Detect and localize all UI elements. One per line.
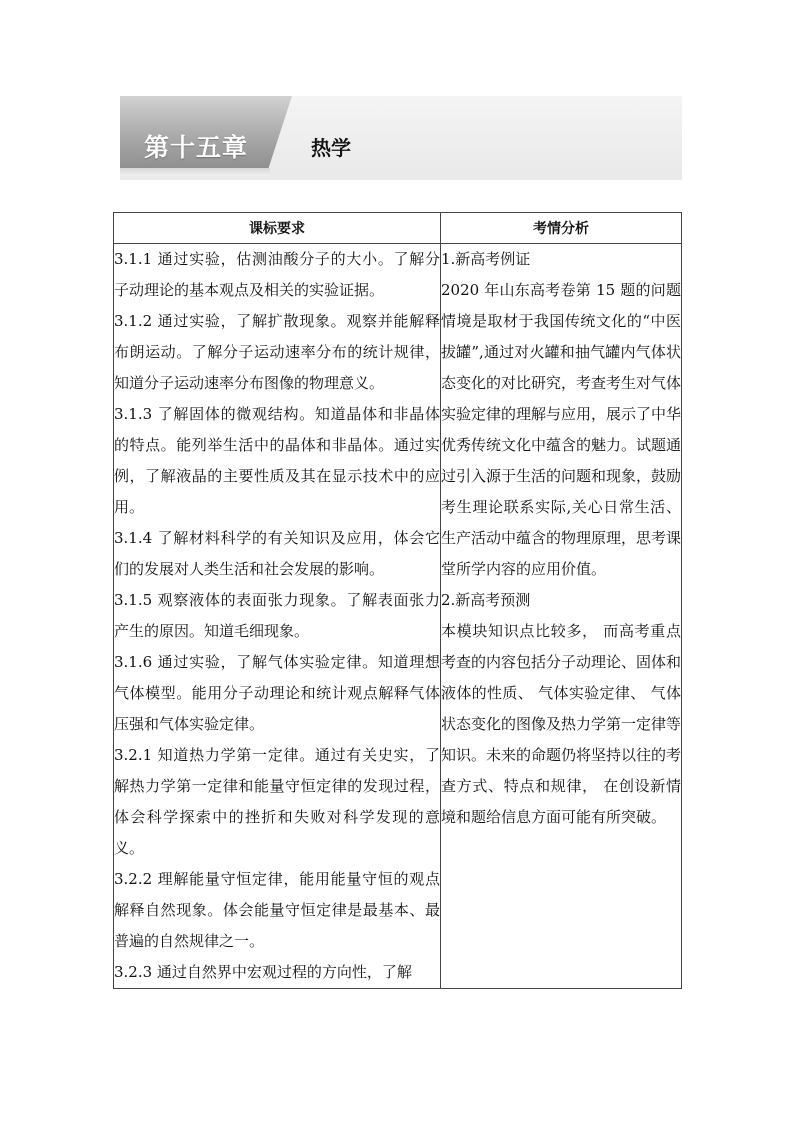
header-exam-analysis: 考情分析 bbox=[441, 213, 682, 244]
requirement-item: 3.1.4 了解材料科学的有关知识及应用，体会它们的发展对人类生活和社会发展的影响。 bbox=[114, 529, 440, 578]
requirement-item: 3.1.2 通过实验，了解扩散现象。观察并能解释布朗运动。了解分子运动速率分布的统计规律，知道分子运动速率分布图像的物理意义。 bbox=[114, 312, 440, 392]
requirement-item: 3.1.3 了解固体的微观结构。知道晶体和非晶体的特点。能列举生活中的晶体和非晶体。通过实例，了解液晶的主要性质及其在显示技术中的应用。 bbox=[114, 405, 440, 516]
requirement-item: 3.2.2 理解能量守恒定律，能用能量守恒的观点解释自然现象。体会能量守恒定律是最基本、最普遍的自然规律之一。 bbox=[114, 870, 440, 950]
header-curriculum-requirements: 课标要求 bbox=[114, 213, 441, 244]
requirements-cell bbox=[114, 244, 441, 989]
chapter-label: 第十五章 bbox=[144, 133, 249, 162]
analysis-heading-example: 1.新高考例证 bbox=[441, 250, 531, 268]
requirement-item: 3.1.1 通过实验，估测油酸分子的大小。了解分子动理论的基本观点及相关的实验证据。 bbox=[114, 250, 440, 299]
chapter-title: 热学 bbox=[311, 136, 351, 160]
requirement-item: 3.2.3 通过自然界中宏观过程的方向性，了解 bbox=[114, 963, 412, 981]
analysis-prediction-text: 本模块知识点比较多， 而高考重点考查的内容包括分子动理论、固体和液体的性质、 气体实验定律、 气体状态变化的图像及热力学第一定律等知识。未来的命题仍将坚持以往的考查方式、特点和规律， 在创设新情境和题给信息方面可能有所突破。 bbox=[441, 622, 682, 826]
curriculum-table bbox=[113, 212, 682, 989]
requirement-item: 3.1.6 通过实验，了解气体实验定律。知道理想气体模型。能用分子动理论和统计观点解释气体压强和气体实验定律。 bbox=[114, 653, 440, 733]
table-row bbox=[114, 244, 682, 989]
requirement-item: 3.2.1 知道热力学第一定律。通过有关史实，了解热力学第一定律和能量守恒定律的发现过程，体会科学探索中的挫折和失败对科学发现的意义。 bbox=[114, 746, 440, 857]
analysis-cell bbox=[441, 244, 682, 989]
requirement-item: 3.1.5 观察液体的表面张力现象。了解表面张力产生的原因。知道毛细现象。 bbox=[114, 591, 440, 640]
chapter-tab-shadow bbox=[120, 168, 270, 176]
analysis-example-text: 2020 年山东高考卷第 15 题的问题情境是取材于我国传统文化的“中医拔罐”,通过对火罐和抽气罐内气体状态变化的对比研究，考查考生对气体实验定律的理解与应用，展示了中华优秀传统文化中蕴含的魅力。试题通过引入源于生活的问题和现象，鼓励考生理论联系实际,关心日常生活、生产活动中蕴含的物理原理，思考课堂所学内容的应用价值。 bbox=[441, 281, 682, 578]
table-header-row bbox=[114, 213, 682, 244]
analysis-heading-prediction: 2.新高考预测 bbox=[441, 591, 531, 609]
